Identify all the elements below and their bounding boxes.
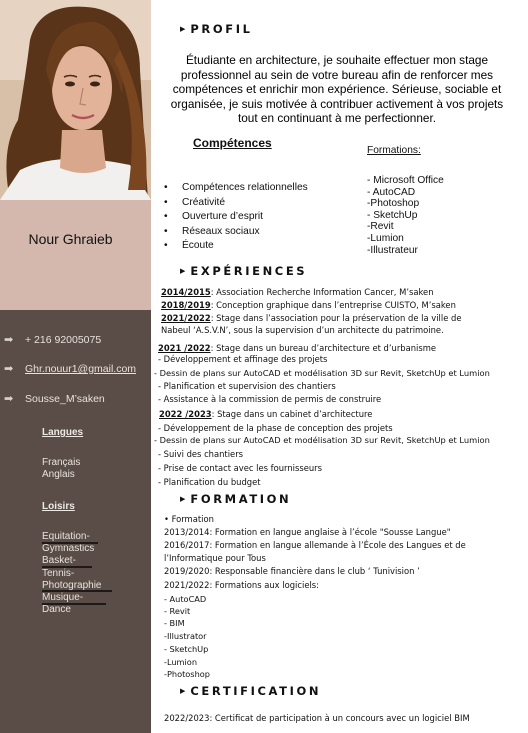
competences-list (164, 181, 308, 254)
formation-line: -Illustrator (164, 631, 207, 641)
formation-line: - AutoCAD (164, 594, 207, 604)
hobby-underline (42, 590, 112, 592)
formation-line: • Formation (164, 514, 214, 524)
certification-line: 2022/2023: Certificat de participation à un concours avec un logiciel BIM (164, 713, 470, 723)
software-item: - Microsoft Office (367, 175, 444, 186)
formation-line: -Lumion (164, 657, 198, 667)
loisir-item: Equitation- (42, 531, 90, 542)
competence-item: • Ouverture d’esprit (164, 210, 308, 225)
formation-line: - Revit (164, 606, 191, 616)
loisir-item: Photographie (42, 579, 102, 591)
competence-item: • Créativité (164, 196, 308, 211)
formation-heading (180, 492, 291, 506)
loisir-item: Dance (42, 604, 71, 616)
triangle-right-icon: ▶ (180, 25, 186, 33)
langues-list (42, 457, 80, 481)
loisir-item: Gymnastics (42, 543, 95, 555)
certification-heading (180, 684, 321, 698)
profil-text: Étudiante en architecture, je souhaite effectuer mon stage professionnel au sein de votre bureau afin de renforcer mes compétences et enrichir mon expérience. Sérieuse, sociable et organisée, je suis motivée à contribuer activement à vos projets tout en continuant à me perfectionner. (170, 53, 504, 125)
software-item: - AutoCAD (367, 186, 416, 198)
profil-title: PROFIL (190, 22, 253, 36)
experience-line: 2018/2019: Conception graphique dans l’entreprise CUISTO, M’saken (161, 300, 456, 310)
experiences-title: EXPÉRIENCES (190, 264, 308, 278)
experience-line: - Dessin de plans sur AutoCAD et modélisation 3D sur Revit, SketchUp et Lumion (154, 435, 490, 445)
experience-line: - Prise de contact avec les fournisseurs (158, 463, 322, 473)
loisir-item: Tennis- (42, 567, 75, 579)
experience-line: 2014/2015: Association Recherche Information Cancer, M’saken (161, 287, 434, 297)
formation-line: - SketchUp (164, 644, 209, 654)
triangle-right-icon: ▶ (180, 495, 186, 503)
certification-title: CERTIFICATION (190, 684, 322, 698)
competences-heading: Compétences (193, 136, 272, 150)
experience-line: Nabeul ‘A.S.V.N’, sous la supervision d’un architecte du patrimoine. (161, 325, 444, 335)
arrow-right-icon: ➡ (4, 363, 14, 375)
software-item: -Revit (367, 221, 394, 233)
software-item: -Photoshop (367, 198, 420, 210)
formation-line: 2019/2020: Responsable financière dans le club ‘ Tunivision ’ (164, 566, 420, 576)
name-box (0, 200, 151, 310)
location-contact (4, 392, 105, 405)
loisirs-heading: Loisirs (42, 501, 75, 512)
experience-line: 2021/2022: Stage dans l’association pour la préservation de la ville de (161, 313, 462, 323)
experiences-heading (180, 264, 307, 278)
arrow-right-icon: ➡ (4, 334, 14, 346)
formation-line: 2016/2017: Formation en langue allemande à l’École des Langues et de (164, 540, 466, 550)
competence-item: • Compétences relationnelles (164, 181, 308, 196)
hobby-underline (42, 542, 98, 544)
experience-line: - Développement et affinage des projets (158, 354, 328, 364)
experience-line: - Planification du budget (158, 477, 261, 487)
experience-line: 2021 /2022: Stage dans un bureau d’architecture et d’urbanisme (158, 343, 437, 353)
loisir-item: Basket- (42, 555, 76, 567)
location-text: Sousse_M’saken (25, 393, 105, 405)
formation-line: l’Informatique pour Tous (164, 553, 266, 563)
phone-number: + 216 92005075 (25, 334, 102, 346)
email-link[interactable]: Ghr.nouur1@gmail.com (25, 363, 137, 375)
software-item: -Illustrateur (367, 244, 418, 256)
experience-line: - Assistance à la commission de permis de construire (158, 394, 382, 404)
arrow-right-icon: ➡ (4, 393, 14, 405)
formation-title: FORMATION (190, 492, 292, 506)
competence-item: • Réseaux sociaux (164, 225, 308, 240)
langues-heading: Langues (42, 427, 84, 438)
formation-line: - BIM (164, 618, 185, 628)
email-contact[interactable] (4, 362, 136, 375)
experience-line: - Planification et supervision des chantiers (158, 381, 336, 391)
langue-item: Anglais (42, 469, 75, 481)
software-item: -Lumion (367, 232, 404, 244)
sidebar (0, 0, 151, 733)
phone-contact (4, 333, 101, 346)
full-name: Nour Ghraieb (28, 231, 113, 247)
formation-line: 2013/2014: Formation en langue anglaise à l’école "Sousse Langue" (164, 527, 451, 537)
langue-item: Français (42, 457, 81, 468)
triangle-right-icon: ▶ (180, 267, 186, 275)
experience-line: - Dessin de plans sur AutoCAD et modélisation 3D sur Revit, SketchUp et Lumion (154, 368, 490, 378)
formation-line: 2021/2022: Formations aux logiciels: (164, 580, 319, 590)
software-formations-heading: Formations: (367, 145, 421, 156)
profile-photo (0, 0, 151, 200)
software-item: - SketchUp (367, 209, 418, 221)
experience-line: - Développement de la phase de conception des projets (158, 423, 393, 433)
hobby-underline (42, 566, 92, 568)
competence-item: • Écoute (164, 239, 308, 254)
triangle-right-icon: ▶ (180, 687, 186, 695)
loisir-item: Musique- (42, 592, 84, 604)
software-formations-list (367, 175, 444, 256)
experience-line: 2022 /2023: Stage dans un cabinet d’architecture (159, 409, 373, 419)
hobby-underline (42, 603, 106, 605)
experience-line: - Suivi des chantiers (158, 449, 243, 459)
profil-heading (180, 22, 253, 36)
formation-line: -Photoshop (164, 669, 210, 679)
